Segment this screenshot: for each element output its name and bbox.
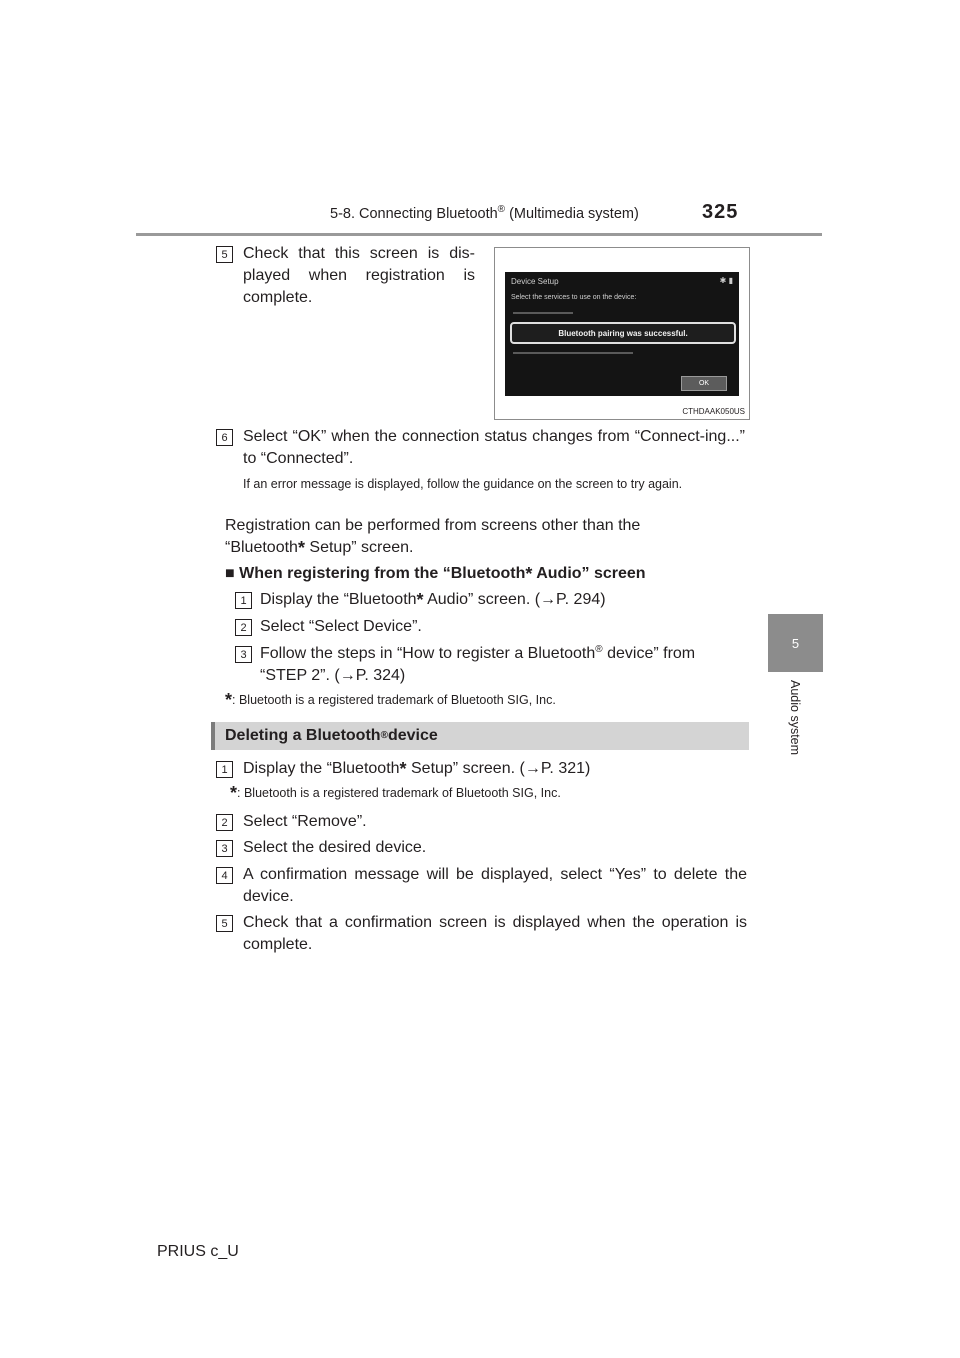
step-number-6: 6 [216,429,233,446]
device-setup-screenshot [494,247,750,420]
screen-title: Device Setup [511,277,559,286]
footer-model: PRIUS c_U [157,1243,239,1260]
faint-line [513,312,573,314]
header-rule [136,233,822,236]
delete-step-5-text: Check that a confirmation screen is displayed when the operation is complete. [243,914,747,953]
step-number-5: 5 [216,246,233,263]
ok-button[interactable]: OK [681,376,727,391]
pairing-success-popup: Bluetooth pairing was successful. [510,322,736,344]
registration-line: Registration can be performed from screens other than the [225,517,641,534]
screen-display [505,272,739,396]
delete-step-4-text: A confirmation message will be displayed, select “Yes” to delete the device. [243,866,747,905]
audio-step-1-text: Display the “Bluetooth* Audio” screen. (→P. 294) [260,590,606,610]
step-5-text: Check that this screen is dis-played when registration is complete. [243,245,475,306]
step-number-1: 1 [235,592,252,609]
audio-section-heading: ■ When registering from the “Bluetooth* Audio” screen [225,564,646,584]
step-number-5: 5 [216,915,233,932]
step-number-2: 2 [235,619,252,636]
step-6-text: Select “OK” when the connection status changes from “Connect-ing...” to “Connected”. [243,428,745,467]
page-number: 325 [702,201,739,223]
error-note: If an error message is displayed, follow the guidance on the screen to try again. [243,477,683,491]
registration-line-2: “Bluetooth* Setup” screen. [225,538,414,558]
step-number-2: 2 [216,814,233,831]
delete-step-2-text: Select “Remove”. [243,813,367,830]
faint-line [513,352,633,354]
audio-step-2-text: Select “Select Device”. [260,618,422,635]
audio-step-3-line-2: “STEP 2”. (→P. 324) [260,667,406,684]
step-number-4: 4 [216,867,233,884]
chapter-label: Audio system [788,680,802,756]
image-code: CTHDAAK050US [682,407,745,416]
delete-step-1-text: Display the “Bluetooth* Setup” screen. (→P. 321) [243,759,591,779]
step-number-3: 3 [235,646,252,663]
section-heading-delete: Deleting a Bluetooth ® device [211,722,749,750]
section-title: 5-8. Connecting Bluetooth® (Multimedia system) [330,204,639,222]
screen-prompt: Select the services to use on the device: [511,294,637,301]
footnote: *: Bluetooth is a registered trademark of Bluetooth SIG, Inc. [225,690,556,710]
delete-step-3-text: Select the desired device. [243,839,427,856]
step-number-1: 1 [216,761,233,778]
status-icons: ✱ ▮ [719,276,733,285]
chapter-tab: 5 [768,614,823,672]
footnote: *: Bluetooth is a registered trademark of Bluetooth SIG, Inc. [230,783,561,803]
step-number-3: 3 [216,840,233,857]
audio-step-3-text: Follow the steps in “How to register a Bluetooth® device” from [260,644,696,662]
